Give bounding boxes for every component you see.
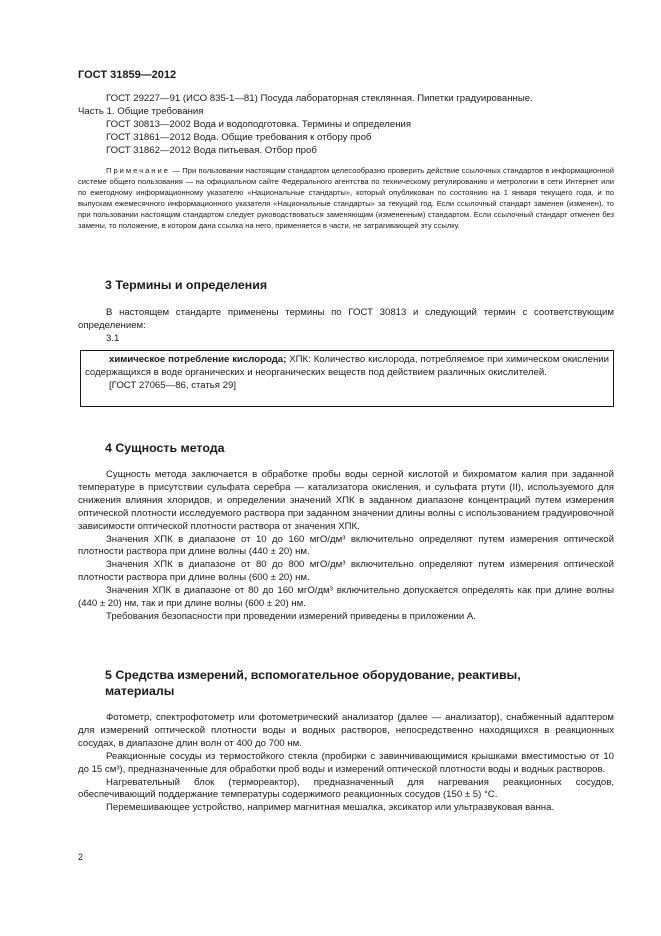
paragraph: Перемешивающее устройство, например магнитная мешалка, эксикатор или ультразвуковая ванна. — [106, 802, 555, 814]
reference-item: ГОСТ 29227—91 (ИСО 835-1—81) Посуда лабораторная стеклянная. Пипетки градуированные. — [106, 93, 533, 104]
term-definition: Количество кислорода, потребляемое при химическом окислении содержащихся в воде органических и неорганических веществ под действием различных окислителей. — [85, 354, 609, 378]
paragraph: Реакционные сосуды из термостойкого стекла (пробирки с завинчивающимися крышками вместимостью от 10 до 15 см³), предназначенные для обработки проб воды и измерений оптической плотности воды и водных растворов. — [78, 750, 614, 775]
reference-item-continued: Часть 1. Общие требования — [78, 105, 204, 117]
clause-number: 3.1 — [106, 332, 120, 344]
normative-references — [78, 93, 614, 158]
note-block — [78, 165, 614, 231]
term: химическое потребление кислорода; — [109, 354, 287, 365]
section-3-heading: 3 Термины и определения — [105, 278, 268, 292]
section-5-heading-line2: материалы — [105, 684, 175, 698]
section-3-body — [78, 307, 614, 346]
paragraph: Значения ХПК в диапазоне от 80 до 160 мгО/дм³ включительно допускается определять как при длине волны (440 ± 20) нм, так и при длине волны (600 ± 20) нм. — [78, 585, 614, 610]
section-3-intro: В настоящем стандарте применены термины по ГОСТ 30813 и следующий термин с соответствующим определением: — [78, 307, 614, 331]
reference-item: ГОСТ 30813—2002 Вода и водоподготовка. Термины и определения — [106, 118, 412, 130]
document-header: ГОСТ 31859—2012 — [78, 69, 177, 81]
term-source: [ГОСТ 27065—86, статья 29] — [109, 379, 236, 391]
paragraph: Нагревательный блок (термореактор), предназначенный для нагревания реакционных сосудов, обеспечивающий поддержание температуры содержимого реакционных сосудов (150 ± 5) °С. — [78, 776, 614, 801]
section-4-body — [78, 469, 614, 624]
term-abbreviation: ХПК: — [286, 354, 311, 365]
note-label: Примечание — [106, 166, 170, 175]
paragraph: Сущность метода заключается в обработке пробы воды серной кислотой и бихроматом калия при заданной температуре в присутствии сульфата серебра — катализатора окисления, и сульфата ртути (II), используемого для снижения влияния хлоридов, и определении значений ХПК в заданном диапазоне концентраций путем измерения оптической плотности исследуемого раствора при заданном значении длины волны с использованием градуировочной зависимости оптической плотности раствора от значения ХПК. — [78, 469, 614, 532]
section-5-heading-line1: 5 Средства измерений, вспомогательное оборудование, реактивы, — [105, 668, 521, 682]
section-5-heading — [105, 667, 605, 699]
paragraph: Фотометр, спектрофотометр или фотометрический анализатор (далее — анализатор), снабженный адаптером для измерений оптической плотности воды и водных растворов, непосредственно находящихся в реакционных сосудах, в диапазоне длин волн от 400 до 700 нм. — [78, 712, 614, 749]
page-number: 2 — [78, 852, 84, 862]
paragraph: Требования безопасности при проведении измерений приведены в приложении А. — [106, 610, 476, 622]
reference-item: ГОСТ 31861—2012 Вода. Общие требования к отбору проб — [106, 131, 372, 143]
paragraph: Значения ХПК в диапазоне от 10 до 160 мгО/дм³ включительно определяют путем измерения оптической плотности раствора при длине волны (440 ± 20) нм. — [78, 533, 614, 558]
paragraph: Значения ХПК в диапазоне от 80 до 800 мгО/дм³ включительно определяют путем измерения оптической плотности раствора при длине волны (600 ± 20) нм. — [78, 559, 614, 584]
note-text: — При пользовании настоящим стандартом целесообразно проверить действие ссылочных стандартов в информационной системе общего пользования — на официальном сайте Федерального агентства по техническому регулированию и метрологии в сети Интернет или по ежегодному информационному указателю «Национальные стандарты», который опубликован по состоянию на 1 января текущего года, и по выпускам ежемесячного информационного указателя «Национальные стандарты» за текущий год. Если ссылочный стандарт заменен (изменен), то при пользовании настоящим стандартом следует руководствоваться заменяющим (измененным) стандартом. Если ссылочный стандарт отменен без замены, то положение, в котором дана ссылка на него, применяется в части, не затрагивающей эту ссылку. — [78, 166, 614, 230]
term-definition-box — [80, 350, 614, 407]
reference-item: ГОСТ 31862—2012 Вода питьевая. Отбор проб — [106, 144, 317, 156]
section-4-heading: 4 Сущность метода — [105, 441, 225, 455]
section-5-body — [78, 712, 614, 815]
